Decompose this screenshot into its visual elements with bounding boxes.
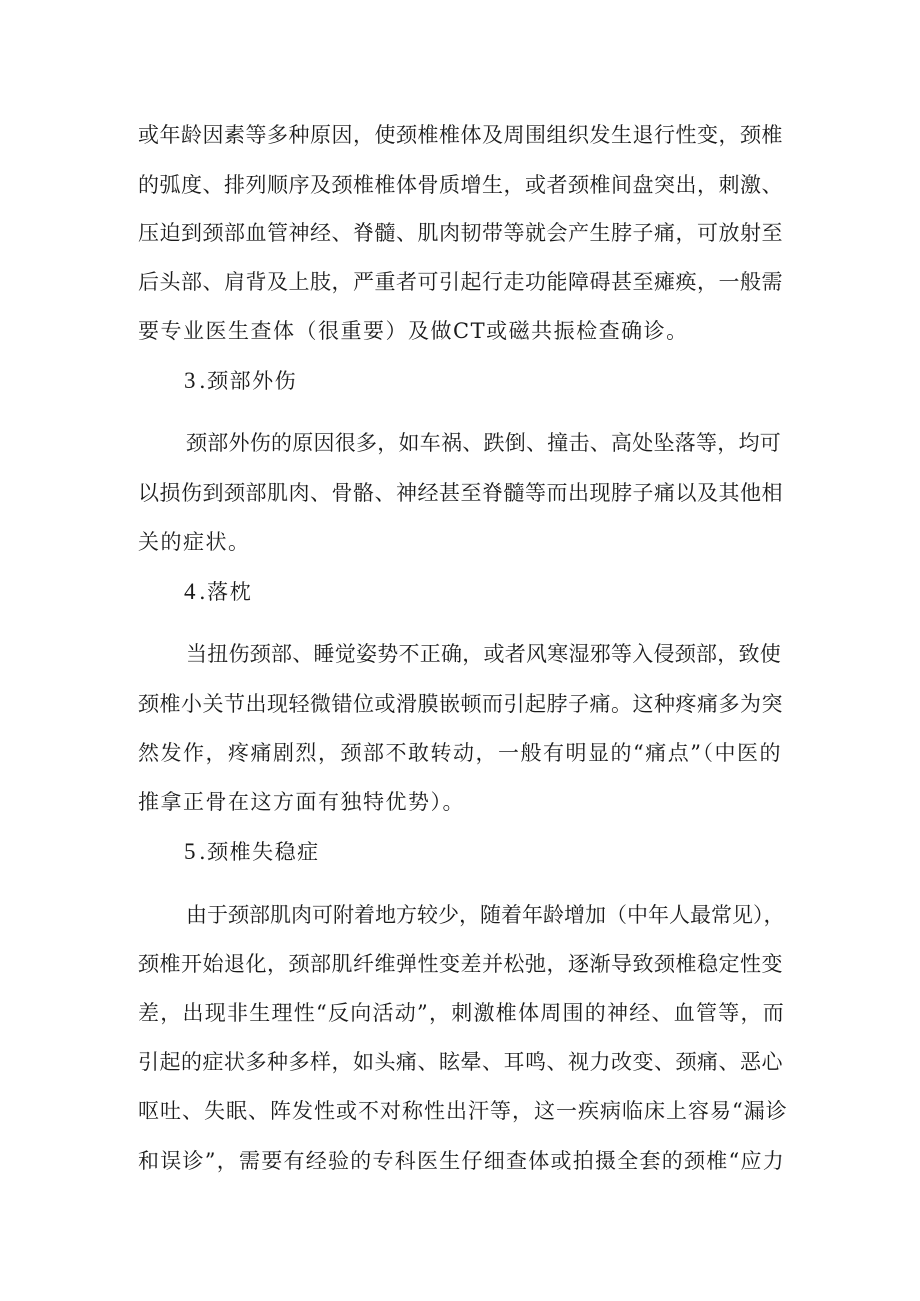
section-number: 3	[184, 368, 197, 393]
paragraph-line: 以损伤到颈部肌肉、骨骼、神经甚至脊髓等而出现脖子痛以及其他相	[138, 481, 783, 505]
paragraph-line: 压迫到颈部血管神经、脊髓、肌肉韧带等就会产生脖子痛，可放射至	[138, 221, 783, 245]
section-heading	[184, 577, 834, 607]
paragraph-line: 当扭伤颈部、睡觉姿势不正确，或者风寒湿邪等入侵颈部，致使	[186, 642, 781, 666]
paragraph-line: 引起的症状多种多样，如头痛、眩晕、耳鸣、视力改变、颈痛、恶心	[138, 1050, 783, 1074]
paragraph-line: 颈椎开始退化，颈部肌纤维弹性变差并松弛，逐渐导致颈椎稳定性变	[138, 952, 783, 976]
paragraph-line: 然发作，疼痛剧烈，颈部不敢转动，一般有明显的“痛点”（中医的	[138, 741, 782, 765]
paragraph-line: 推拿正骨在这方面有独特优势）。	[138, 790, 465, 814]
paragraph-line: 颈椎小关节出现轻微错位或滑膜嵌顿而引起脖子痛。这种疼痛多为突	[138, 692, 783, 716]
paragraph-line: 差，出现非生理性“反向活动”，刺激椎体周围的神经、血管等，而	[138, 1001, 785, 1025]
section-title: .落枕	[199, 580, 253, 604]
section-number: 5	[184, 839, 197, 864]
section-title: .颈椎失稳症	[199, 840, 320, 864]
paragraph-line: 的弧度、排列顺序及颈椎椎体骨质增生，或者颈椎间盘突出，刺激、	[138, 173, 783, 197]
paragraph-line: 颈部外伤的原因很多，如车祸、跌倒、撞击、高处坠落等，均可	[186, 431, 781, 455]
paragraph-line: 呕吐、失眠、阵发性或不对称性出汗等，这一疾病临床上容易“漏诊	[138, 1099, 788, 1123]
section-title: .颈部外伤	[199, 369, 298, 393]
section-heading	[184, 837, 834, 867]
paragraph-line: 由于颈部肌肉可附着地方较少，随着年龄增加（中年人最常见），	[186, 903, 785, 927]
section-number: 4	[184, 579, 197, 604]
paragraph-line: 关的症状。	[138, 530, 251, 554]
paragraph-line: 和误诊”，需要有经验的专科医生仔细查体或拍摄全套的颈椎“应力	[138, 1149, 785, 1173]
section-heading	[184, 366, 834, 396]
paragraph-line: 要专业医生查体（很重要）及做CT或磁共振检查确诊。	[138, 319, 689, 343]
paragraph-line: 后头部、肩背及上肢，严重者可引起行走功能障碍甚至瘫痪，一般需	[138, 270, 783, 294]
paragraph-line: 或年龄因素等多种原因，使颈椎椎体及周围组织发生退行性变，颈椎	[138, 123, 783, 147]
